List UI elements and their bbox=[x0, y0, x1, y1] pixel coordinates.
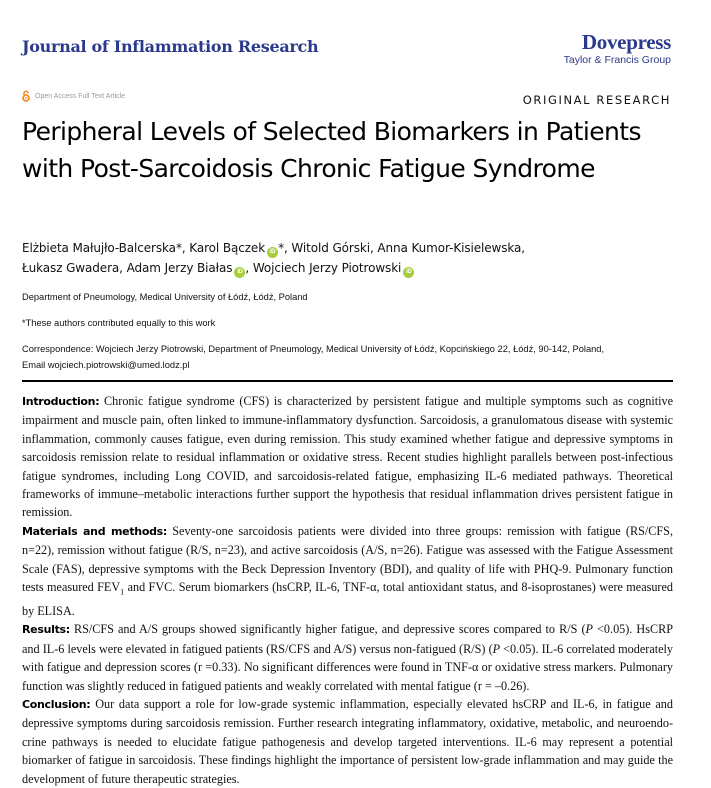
author-separator: , bbox=[181, 241, 190, 255]
abstract-methods bbox=[22, 522, 673, 620]
equal-contribution-note: *These authors contributed equally to this work bbox=[22, 318, 216, 328]
abstract-introduction bbox=[22, 392, 673, 522]
author-name[interactable]: Witold Górski bbox=[291, 241, 370, 255]
results-text-a: RS/CFS and A/S groups showed significantly higher fatigue, and depressive scores compared to R/S ( bbox=[73, 622, 586, 637]
open-access-lock-icon bbox=[22, 90, 30, 102]
publisher-logo bbox=[564, 31, 671, 67]
fev-subscript: 1 bbox=[120, 587, 125, 597]
dovepress-wordmark: Dovepress bbox=[581, 30, 671, 54]
introduction-label: Introduction: bbox=[22, 395, 100, 408]
orcid-icon[interactable]: iD bbox=[267, 247, 278, 258]
author-name[interactable]: Elżbieta Małujło-Balcerska bbox=[22, 241, 176, 255]
author-name[interactable]: Karol Bączek bbox=[189, 241, 266, 255]
article-title: Peripheral Levels of Selected Biomarkers in Patients with Post-Sarcoidosis Chronic Fatigue Syndrome bbox=[22, 117, 641, 183]
affiliation: Department of Pneumology, Medical University of Łódź, Łódź, Poland bbox=[22, 292, 308, 302]
results-text-c: <0.05). IL-6 correlated moderately with fatigue and depression scores (r =0.33). No significant differences were found in TNF-α or oxidative stress markers. Pulmonary function was slightly reduced in fatigued patients and weakly correlated with mental fatigue (r = –0.26). bbox=[22, 641, 673, 693]
equal-contribution-asterisk: * bbox=[278, 241, 284, 255]
author-name[interactable]: Adam Jerzy Białas bbox=[126, 261, 233, 275]
author-name[interactable]: Anna Kumor-Kisielewska bbox=[377, 241, 522, 255]
p-value-symbol: P bbox=[492, 641, 501, 656]
abstract-results bbox=[22, 620, 673, 695]
author-separator: , bbox=[369, 241, 378, 255]
results-label: Results: bbox=[22, 623, 70, 637]
results-text-b: <0.05). HsCRP and IL-6 levels were elevated in fatigued patients (RS/CFS and A/S) versus non-fatigued (R/S) ( bbox=[22, 622, 674, 656]
author-separator: , bbox=[283, 241, 292, 255]
author-separator: , bbox=[521, 241, 525, 255]
article-type: ORIGINAL RESEARCH bbox=[522, 93, 671, 107]
section-divider bbox=[22, 380, 673, 382]
publisher-group: Taylor & Francis Group bbox=[563, 54, 671, 66]
correspondence-address: Correspondence: Wojciech Jerzy Piotrowski, Department of Pneumology, Medical University of Łódź, Kopcińskiego 22, Łódź, 90-142, Poland, bbox=[22, 344, 605, 354]
correspondence bbox=[22, 341, 682, 373]
methods-text-b: and FVC. Serum biomarkers (hsCRP, IL-6, TNF-α, total antioxidant status, and 8-isoprostanes) were measured by ELISA. bbox=[22, 580, 673, 618]
open-access-label: Open Access Full Text Article bbox=[35, 92, 126, 100]
introduction-text: Chronic fatigue syndrome (CFS) is characterized by persistent fatigue and multiple symptoms such as cognitive impairment and muscle pain, often linked to immune-inflammatory dysfunction. Sarcoidosis, a granulomatous disease with systemic inflammation, commonly causes fatigue, even during remission. This study examined whether fatigue and depressive symptoms in sarcoidosis remission relate to residual inflammation or oxidative stress. Recent studies highlight parallels between post-infectious fatigue syndromes, including Long COVID, and sarcoidosis-related fatigue, emphasizing IL-6 mediated pathways. Theoretical frameworks of immune–metabolic interactions further support the hypothesis that residual inflammation drives persistent fatigue in remission. bbox=[22, 394, 673, 520]
p-value-symbol: P bbox=[585, 622, 593, 637]
author-separator: , bbox=[245, 261, 253, 275]
methods-text-a: Seventy-one sarcoidosis patients were divided into three groups: remission with fatigue (RS/CFS, n=22), remission without fatigue (R/S, n=23), and active sarcoidosis (A/S, n=26). Fatigue was assessed with the Fatigue Assessment Scale (FAS), depressive symptoms with the Beck Depression Inventory (BDI), and quality of life with PHQ-9. Pulmonary function tests measured FEV bbox=[22, 523, 673, 595]
abstract-conclusion bbox=[22, 695, 673, 788]
orcid-icon[interactable]: iD bbox=[403, 267, 414, 278]
equal-contribution-asterisk: * bbox=[175, 241, 182, 255]
conclusion-label: Conclusion: bbox=[22, 697, 91, 711]
methods-label: Materials and methods: bbox=[22, 524, 167, 538]
journal-name: Journal of Inflammation Research bbox=[22, 37, 319, 56]
author-separator: , bbox=[119, 261, 127, 275]
abstract bbox=[22, 392, 673, 788]
open-access-badge bbox=[22, 90, 125, 102]
author-list bbox=[22, 238, 682, 278]
author-name[interactable]: Łukasz Gwadera bbox=[22, 261, 120, 275]
correspondence-email[interactable]: Email wojciech.piotrowski@umed.lodz.pl bbox=[22, 360, 190, 370]
conclusion-text: Our data support a role for low-grade systemic inflammation, especially elevated hsCRP and IL-6, in fatigue and depressive symptoms during sarcoidosis remission. Further research integrating inflammatory, oxidative, metabolic, and neuroendocrine pathways is needed to elucidate fatigue pathogenesis and develop targeted interventions. IL-6 may represent a potential biomarker of fatigue in sarcoidosis. These findings highlight the importance of persistent low-grade inflammation and may guide the development of future therapeutic strategies. bbox=[22, 696, 673, 786]
author-name[interactable]: Wojciech Jerzy Piotrowski bbox=[252, 261, 402, 275]
orcid-icon[interactable]: iD bbox=[234, 267, 245, 278]
